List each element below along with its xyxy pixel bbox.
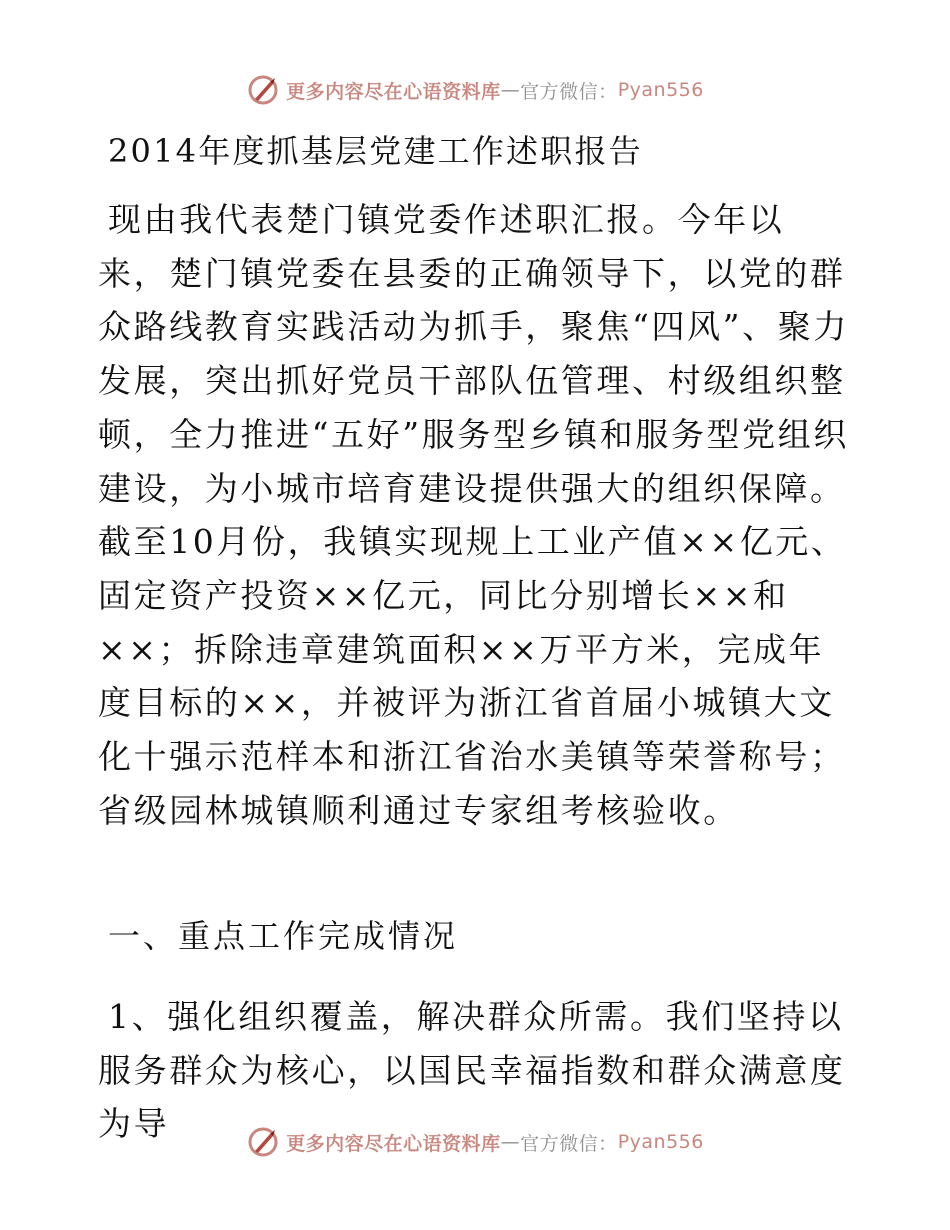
- watermark-lead-text: 更多内容尽在心语资料库: [286, 80, 501, 103]
- intro-paragraph: 现由我代表楚门镇党委作述职汇报。今年以来，楚门镇党委在县委的正确领导下，以党的群众路线教育实践活动为抓手，聚焦“四风”、聚力发展，突出抓好党员干部队伍管理、村级组织整顿，全力推进“五好”服务型乡镇和服务型党组织建设，为小城市培育建设提供强大的组织保障。截至10月份，我镇实现规上工业产值××亿元、固定资产投资××亿元，同比分别增长××和××；拆除违章建筑面积××万平方米，完成年度目标的××，并被评为浙江省首届小城镇大文化十强示范样本和浙江省治水美镇等荣誉称号；省级园林城镇顺利通过专家组考核验收。: [98, 200, 849, 830]
- watermark-id: Pyan556: [617, 79, 704, 101]
- item-paragraph-1: 1、强化组织覆盖，解决群众所需。我们坚持以服务群众为核心，以国民幸福指数和群众满意度为导: [98, 997, 846, 1144]
- watermark-dash: —: [500, 1131, 521, 1153]
- document-title: 2014年度抓基层党建工作述职报告: [108, 132, 643, 170]
- watermark-label: 官方微信：: [520, 80, 618, 103]
- watermark-label: 官方微信：: [520, 1132, 618, 1155]
- watermark-dash: —: [500, 79, 521, 101]
- watermark-footer: [0, 1124, 950, 1160]
- section-heading: 一、重点工作完成情况: [108, 917, 459, 955]
- quill-circle-logo-icon: [246, 1125, 280, 1159]
- watermark-id: Pyan556: [617, 1131, 704, 1153]
- watermark-header: [0, 72, 950, 108]
- quill-circle-logo-icon: [246, 73, 280, 107]
- watermark-lead-text: 更多内容尽在心语资料库: [286, 1132, 501, 1155]
